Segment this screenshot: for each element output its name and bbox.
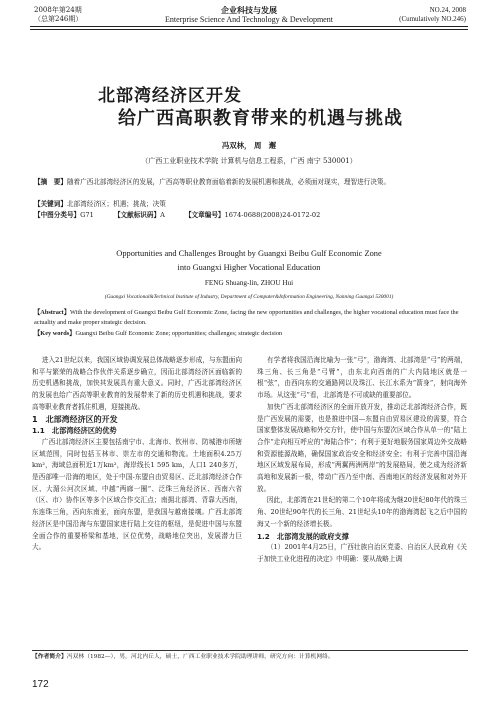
issue-number-en: NO.24, 2008 (429, 6, 466, 14)
doc-label: 【文献标识码】 (113, 211, 161, 219)
footnote-rule (32, 650, 468, 651)
abstract-cn (34, 177, 466, 187)
section-1-1-heading: 1.1 北部湾经济区的优势 (32, 426, 117, 436)
cls-value: G71 (80, 211, 94, 219)
en-abstract (34, 308, 466, 328)
author-note-label: 【作者简介】 (32, 654, 67, 660)
page-number: 172 (32, 679, 49, 690)
section-1-2-heading: 1.2 北部湾发展的政府支撑 (257, 531, 349, 541)
title-line-2: 给广西高职教育带来的机遇与挑战 (118, 108, 403, 129)
keywords-cn-label: 【关键词】 (34, 200, 67, 208)
author-note (32, 653, 468, 662)
abstract-cn-label: 【摘 要】 (34, 178, 67, 186)
cumulative-number-en: (Cumulatively NO.246) (399, 15, 466, 23)
development-paragraph: 加快广西北部湾经济区的全面开放开发，推动泛北部湾经济合作，既是广西发展的需要，也是推进中国—东盟自由贸易区建设的需要，符合国家整体发展战略和外交方针，使中国与东盟次区域合作从单一的“陆上合作”走向相互呼应的“海陆合作”；有利于更好地服务国家周边外交战略和资源能源战略，确保国家政治安全和经济安全；有利于完善中国沿海地区区域发展布局，形成“两翼两洲两岸”的发展格局，使之成为经济新高地和发展新一极，带动广西乃至中南、西南地区的经济发展和对外开放。 (257, 402, 467, 493)
doc-value: A (160, 211, 165, 219)
keywords-cn-text: 北部湾经济区；机遇；挑战；决策 (66, 200, 166, 208)
en-keywords-text: Guangxi Beibu Gulf Economic Zone; opportunities; challenges; strategic decision (75, 330, 283, 337)
header-right (399, 6, 466, 24)
right-column (257, 355, 467, 566)
issue-line: 2008年第24期 (34, 6, 82, 14)
bow-paragraph: 有学者将我国沿海比喻为一张“弓”，渤海湾、北部湾是“弓”的两端，珠三角、长三角是“弓臂”，由东北向西南的广大内陆地区就是一根“弦”，由西向东的交通路网以及珠江、长江水系为“箭身”，射向海外市场。从这张“弓”看，北部湾是不可或缺的重要部位。 (257, 356, 467, 400)
keywords-cn (34, 199, 466, 209)
classification-line (34, 210, 466, 220)
en-abstract-label: 【Abstract】 (34, 309, 71, 316)
cls-label: 【中图分类号】 (34, 211, 81, 219)
journal-name-en: Enterprise Science And Technology & Development (165, 15, 333, 24)
art-value: 1674-0688(2008)24-0172-02 (224, 211, 321, 219)
en-keywords (34, 329, 466, 339)
government-support-paragraph: （1）2001年4月25日，广西壮族自治区党委、自治区人民政府《关于加快工业化进程的决定》中明确：要从战略上调 (257, 543, 467, 563)
en-title-1: Opportunities and Challenges Brought by Guangxi Beibu Gulf Economic Zone (116, 249, 382, 258)
authors-cn: 冯双林， 周 邂 (221, 141, 277, 150)
abstract-cn-text: 随着广西北部湾经济区的发展，广西高等职业教育面临着新的发展机遇和挑战，必须面对现实，理智进行决策。 (66, 178, 391, 186)
header-rule-1 (30, 26, 468, 27)
journal-name-cn: 企业科技与发展 (221, 5, 277, 15)
intro-paragraph: 进入21世纪以来，我国区域协调发展总体战略逐步形成，与东盟面向和平与繁荣的战略合作伙伴关系逐步确立，因而北部湾经济区面临新的历史机遇和挑战，加快其发展具有重大意义。同时，广西北部湾经济区的发展也给广西高等职业教育的发展带来了新的历史机遇和挑战，要求高等职业教育者抓住机遇，迎接挑战。 (32, 356, 242, 411)
section-1-1-paragraph: 广西北部湾经济区主要包括南宁市、北海市、钦州市、防城港市所辖区域范围，同时包括玉林市、崇左市的交通和物流。土地面积4.25万km²，海域总面积近1万km²，海岸线长1 595 km，人口1 240多万，是西部唯一沿海的地区，处于中国-东盟自由贸易区、泛北部湾经济合作区、大湄公河次区域、中越“两廊一圈”、泛珠三角经济区、西南六省（区、市）协作区等多个区域合作交汇点；南拥北部湾、背靠大西南，东连珠三角，西向东南亚，面向东盟，是我国与越南接壤。广西北部湾经济区是中国沿海与东盟国家进行陆上交往的枢纽，是促进中国与东盟全面合作的重要桥梁和基地，区位优势，战略地位突出，发展潜力巨大。 (32, 437, 242, 552)
section-1-heading: 1 北部湾经济区的开发 (32, 414, 118, 424)
en-authors: FENG Shuang-lin, ZHOU Hui (204, 279, 294, 287)
art-label: 【文章编号】 (184, 211, 225, 219)
en-abstract-text: With the development of Guangxi Beibu Gulf Economic Zone, facing the new opportunities and challenges, the higher vocational education must face the actuality and make proper strategic decision. (34, 309, 459, 326)
title-line-1: 北部湾经济区开发 (98, 86, 242, 106)
cumulative-issue-line: （总第246期） (34, 15, 83, 23)
growth-pole-paragraph: 因此，北部湾在21世纪的第二个10年将成为继20世纪80年代的珠三角、20世纪90年代的长三角、21世纪头10年的渤海湾起飞之后中国的海又一个新的经济增长极。 (257, 496, 467, 528)
affiliation-cn: （广西工业职业技术学院 计算机与信息工程系，广西 南宁 530001） (141, 157, 357, 165)
en-title-2: into Guangxi Higher Vocational Education (177, 263, 321, 272)
en-affiliation: (Guangxi Vocational&Technical Institute of Industry, Department of Computer&Information Engineering, Nanning Guangxi 530001) (104, 294, 394, 300)
author-note-text: 冯双林（1982—），男，河北内丘人，硕士，广西工业职业技术学院助理讲师，研究方向：计算机网络。 (66, 654, 334, 660)
header-rule-2 (30, 29, 468, 30)
en-keywords-label: 【Key words】 (34, 330, 76, 337)
left-column (32, 355, 242, 554)
